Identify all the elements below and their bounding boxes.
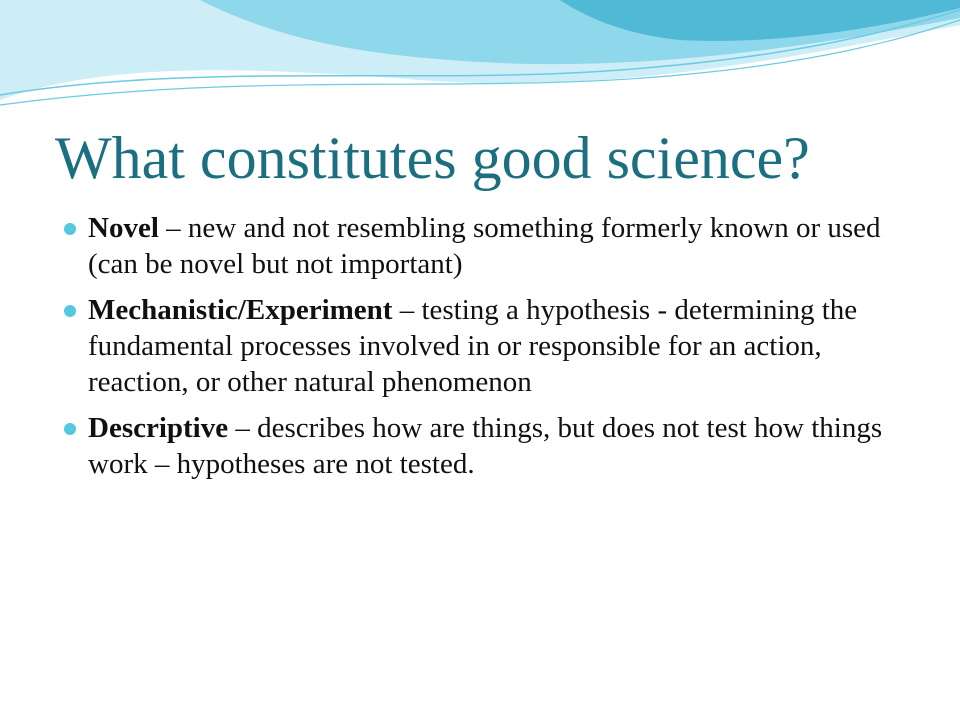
slide-title: What constitutes good science? — [55, 125, 810, 191]
bullet-list — [64, 210, 914, 492]
bullet-item-mechanistic — [64, 292, 914, 400]
bullet-dot-icon — [64, 223, 76, 235]
bullet-term: Descriptive — [88, 412, 229, 444]
header-wave-decoration — [0, 0, 960, 120]
bullet-item-descriptive — [64, 410, 914, 482]
bullet-item-novel — [64, 210, 914, 282]
bullet-text: – testing a hypothesis - determining the fundamental processes involved in or responsible for an action, reaction, or other natural phenomenon — [88, 294, 858, 398]
bullet-text: – describes how are things, but does not test how things work – hypotheses are not tested. — [88, 412, 883, 480]
bullet-text: – new and not resembling something formerly known or used (can be novel but not important) — [88, 212, 881, 280]
bullet-term: Mechanistic/Experiment — [88, 294, 393, 326]
bullet-term: Novel — [88, 212, 159, 244]
bullet-dot-icon — [64, 305, 76, 317]
bullet-dot-icon — [64, 423, 76, 435]
